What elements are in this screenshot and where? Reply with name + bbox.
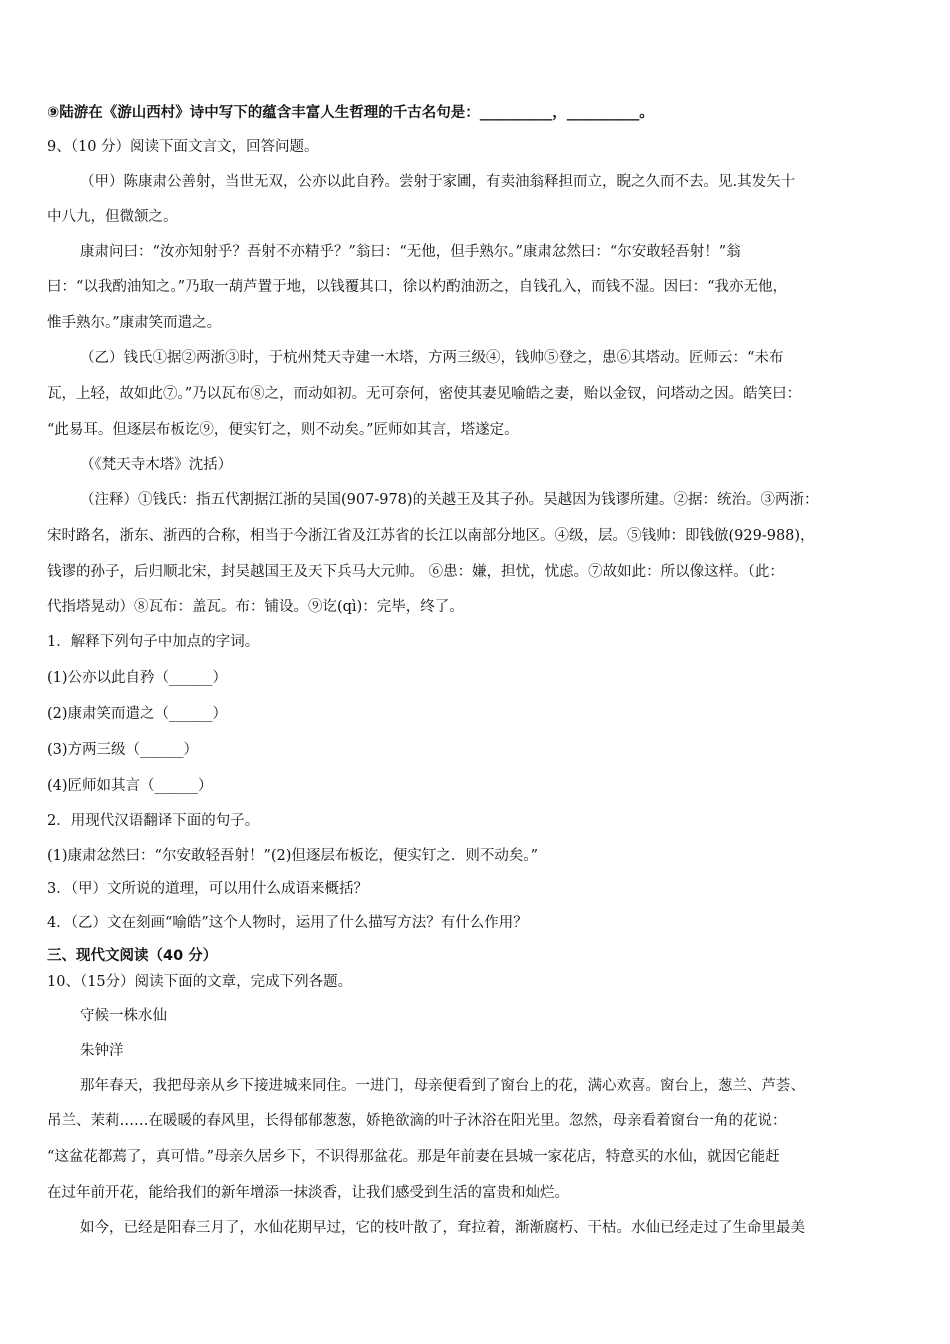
section-3-heading: 三、现代文阅读（40 分） — [47, 948, 218, 964]
sub-question-1-item-3: (3)方两三级（______） — [47, 742, 199, 758]
article-title: 守候一株水仙 — [80, 1008, 167, 1024]
passage-a-line-3: 康肃问曰：“汝亦知射乎？吾射不亦精乎？”翁曰：“无他，但手熟尔。”康肃忿然曰：“尔安敢轻吾射！”翁 — [80, 244, 741, 260]
sub-question-1-item-4: (4)匠师如其言（______） — [47, 778, 213, 794]
passage-b-source: （《梵天寺木塔》沈括） — [80, 457, 233, 473]
sub-question-2-sentences: (1)康肃忿然曰：“尔安敢轻吾射！”(2)但逐层布板讫，便实钉之．则不动矣。” — [47, 848, 539, 864]
question-9-heading: 9、（10 分）阅读下面文言文，回答问题。 — [47, 139, 319, 155]
sub-question-4: 4．（乙）文在刻画“喻皓”这个人物时，运用了什么描写方法？有什么作用？ — [47, 915, 528, 931]
poem-question-line: ⑨陆游在《游山西村》诗中写下的蕴含丰富人生哲理的千古名句是：__________，__________。 — [47, 105, 654, 121]
passage-a-line-2: 中八九，但微颔之。 — [47, 209, 178, 225]
sub-question-1: 1．解释下列句子中加点的字词。 — [47, 634, 260, 650]
sub-question-3: 3．（甲）文所说的道理，可以用什么成语来概括？ — [47, 881, 368, 897]
article-para-1-line-2: 吊兰、茉莉……在暖暖的春风里，长得郁郁葱葱，娇艳欲滴的叶子沐浴在阳光里。忽然，母亲看着窗台一角的花说： — [47, 1113, 787, 1129]
passage-a-line-4: 曰：“以我酌油知之。”乃取一葫芦置于地，以钱覆其口，徐以杓酌油沥之，自钱孔入，而钱不湿。因曰：“我亦无他， — [47, 279, 787, 295]
notes-line-4: 代指塔晃动）⑧瓦布：盖瓦。布：铺设。⑨讫(qì)：完毕，终了。 — [47, 599, 464, 615]
article-para-1-line-4: 在过年前开花，能给我们的新年增添一抹淡香，让我们感受到生活的富贵和灿烂。 — [47, 1185, 569, 1201]
passage-b-line-3: “此易耳。但逐层布板讫⑨，便实钉之，则不动矣。”匠师如其言，塔遂定。 — [47, 422, 519, 438]
passage-a-line-1: （甲）陈康肃公善射，当世无双，公亦以此自矜。尝射于家圃，有卖油翁释担而立，睨之久而不去。见.其发矢十 — [80, 174, 796, 190]
article-para-1-line-3: “这盆花都蔫了，真可惜。”母亲久居乡下，不识得那盆花。那是年前妻在县城一家花店，特意买的水仙，就因它能赶 — [47, 1149, 780, 1165]
article-para-1-line-1: 那年春天，我把母亲从乡下接进城来同住。一进门，母亲便看到了窗台上的花，满心欢喜。窗台上，葱兰、芦荟、 — [80, 1078, 805, 1094]
sub-question-1-item-1: (1)公亦以此自矜（______） — [47, 670, 228, 686]
article-para-2-line-1: 如今，已经是阳春三月了，水仙花期早过，它的枝叶散了，耷拉着，渐渐腐朽、干枯。水仙已经走过了生命里最美 — [80, 1220, 805, 1236]
question-10-heading: 10、（15分）阅读下面的文章，完成下列各题。 — [47, 974, 353, 990]
sub-question-1-item-2: (2)康肃笑而遣之（______） — [47, 706, 228, 722]
passage-b-line-1: （乙）钱氏①据②两浙③时，于杭州梵天寺建一木塔，方两三级④，钱帅⑤登之，患⑥其塔动。匠师云：“未布 — [80, 350, 784, 366]
sub-question-2: 2．用现代汉语翻译下面的句子。 — [47, 813, 260, 829]
notes-line-2: 宋时路名，浙东、浙西的合称，相当于今浙江省及江苏省的长江以南部分地区。④级，层。⑤钱帅：即钱倣(929-988)， — [47, 528, 815, 544]
passage-a-line-5: 惟手熟尔。”康肃笑而遣之。 — [47, 315, 222, 331]
passage-b-line-2: 瓦，上轻，故如此⑦。”乃以瓦布⑧之，而动如初。无可奈何，密使其妻见喻皓之妻，贻以金钗，问塔动之因。皓笑曰： — [47, 386, 802, 402]
notes-line-1: （注释）①钱氏：指五代割据江浙的吴国(907-978)的关越王及其子孙。吴越因为钱谬所建。②据：统治。③两浙： — [80, 492, 819, 508]
notes-line-3: 钱谬的孙子，后归顺北宋，封吴越国王及天下兵马大元帅。 ⑥患：嫌，担忧，忧虑。⑦故如此：所以像这样。（此： — [47, 564, 784, 580]
article-author: 朱钟洋 — [80, 1043, 124, 1059]
